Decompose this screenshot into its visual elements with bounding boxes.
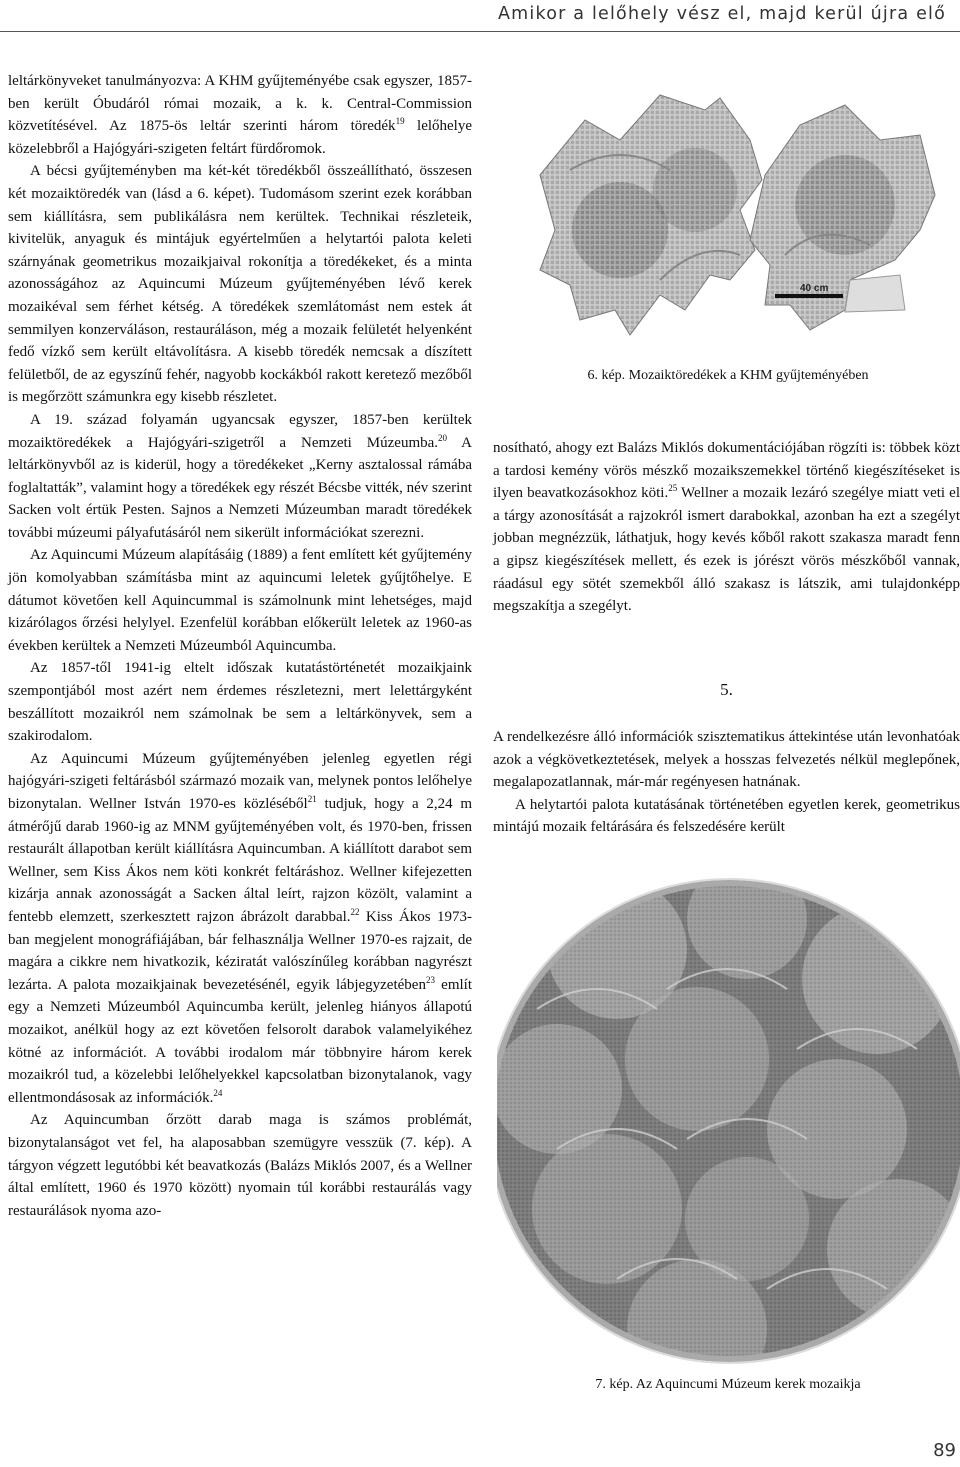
left-column <box>8 70 472 1222</box>
scale-label: 40 cm <box>800 283 829 294</box>
footnote-ref-21[interactable]: 21 <box>307 794 317 804</box>
paragraph-2: A bécsi gyűjteményben ma két-két töredékből összeállítható, összesen két mozaiktöredék van (lásd a 6. képet). Tudomásom szerint ezek korábban sem kiállításra, sem publikálásra nem kerültek. Technikai részleteik, kivitelük, anyaguk és mintájuk egyértelműen a helytartói palota keleti szárnyának geometrikus mozaikjaival rokonítja a töredékeket, és a minta azonosságához az Aquincumi Múzeum gyűjteményében lévő kerek mozaikéval sem férhet kétség. A töredékek szemlátomást nem estek át semmilyen konzerváláson, restauráláson, még a mozaik felületét helyenként fedő vízkő sem került eltávolításra. A kisebb töredék nemcsak a díszített felületből, de az egyszínű fehér, nagyobb kockákból rakott keretező mezőből is megőrzött számunkra egy kisebb részletet. <box>8 163 472 406</box>
right-paragraph-2: A rendelkezésre álló információk szisztematikus áttekintése után levonhatóak azok a végkövetkeztetések, melyek a hosszas felvezetés nélkül meglepőnek, megalapozatlannak, már-már regényesen hatnának. <box>493 729 960 791</box>
paragraph-5: Az 1857-től 1941-ig eltelt időszak kutatástörténetét mozaikjaink szempontjából most azért nem érdemes részletezni, mert lelettárgyként beszállított mozaikról nem számolnak be sem a leltárkönyvek, sem a szakirodalom. <box>8 660 472 745</box>
footnote-ref-25[interactable]: 25 <box>668 483 678 494</box>
right-column <box>493 437 960 618</box>
right-paragraph-1: nosítható, ahogy ezt Balázs Miklós dokumentációjában rögzíti is: többek közt a tardosi kemény vörös mészkő mozaikszemekkel történő kiegészítéseket is ilyen beavatkozásokhoz köti.$^{25}$ Wellner a mozaik lezáró szegélye miatt veti el a tárgy azonosítását a rajzokról ismert darabokkal, azonban ha ezt a szegélyt jobban megnézzük, láthatjuk, hogy kevés kőből rakott szakasza maradt fenn a gipsz kiegészítések mellett, és ezek is jórészt vörös mészkőből vannak, ráadásul egy sötét szemekből álló szakasz is látszik, ami tulajdonképp megszakítja a szegélyt. <box>493 440 960 615</box>
fragment-large <box>540 95 762 335</box>
paragraph-6: Az Aquincumi Múzeum gyűjteményében jelenleg egyetlen régi hajógyári-szigeti feltárásból származó mozaik van, melynek pontos lelőhelye bizonytalan. Wellner István 1970-es közléséből$^{21}$ tudjuk, hogy a 2,24 m átmérőjű darab 1960-ig az MNM gyűjteményében volt, és 1970-ben, frissen restaurált állapotban került kiállításra Aquincumban. A kiállított darabot sem Wellner, sem Kiss Ákos nem köti konkrét feltáráshoz. Wellner kifejezetten kizárja annak azonosságát a Sacken által leírt, rajzon közölt, valamint a fentebb elemzett, szerkesztett rajzon ábrázolt darabbal.$^{22}$ Kiss Ákos 1973-ban megjelent monográfiájában, bár felhasználja Wellner 1970-es rajzait, de magára a cikkre nem hivatkozik, kéziratát valószínűleg korábban nagyrészt lezárta. A palota mozaikjainak bevezetésénél, egyik lábjegyzetében$^{23}$ említ egy a Nemzeti Múzeumból Aquincumba került, jelenleg hiányos állapotú mozaikot, anélkül hogy az ezt követően felsorolt darabok valamelyikéhez kötné az információt. A további irodalom már többnyire három kerek mozaikról tud, a közelebbi lelőhelyekkel kapcsolatban bizonytalanok, vagy ellentmondásosak az információk.$^{24}$ <box>8 750 472 1106</box>
figure-7-round-mosaic <box>497 869 960 1374</box>
paragraph-3: A 19. század folyamán ugyancsak egyszer, 1857-ben kerültek mozaiktöredékek a Hajógyári-szigetről a Nemzeti Múzeumba.$^{20}$ A leltárkönyvből az is kiderül, hogy a töredékeket „Kerny asztalossal rámába foglaltatták”, valamint hogy a töredékek egy részét Bécsbe vitték, név szerint Sacken volt értük Pesten. Sajnos a Nemzeti Múzeumban maradt töredékek további múzeumi pályafutásáról nem sikerült információkat szerezni. <box>8 411 472 541</box>
paragraph-7: Az Aquincumban őrzött darab maga is számos problémát, bizonytalanságot vet fel, ha alaposabban szemügyre vesszük (7. kép). A tárgyon végzett legutóbbi két beavatkozás (Balázs Miklós 2007, és a Wellner által említett, 1960 és 1970 között) nyomain túl korábbi restaurálás vagy restaurálások nyoma azo- <box>8 1112 472 1219</box>
footnote-ref-23[interactable]: 23 <box>425 974 435 985</box>
running-title: Amikor a lelőhely vész el, majd kerül újra elő <box>498 4 946 24</box>
figure-6-caption: 6. kép. Mozaiktöredékek a KHM gyűjteményében <box>587 368 869 383</box>
footnote-ref-20[interactable]: 20 <box>438 432 448 443</box>
paragraph-1: leltárkönyveket tanulmányozva: A KHM gyűjteményébe csak egyszer, 1857-ben került Óbudáról római mozaik, a k. k. Central-Commission közvetítésével. Az 1875-ös leltár szerinti három töredék$^{19}$ lelőhelye közelebbről a Hajógyári-szigeten feltárt fürdőromok. <box>8 73 472 157</box>
right-paragraph-3: A helytartói palota kutatásának történetében egyetlen kerek, geometrikus mintájú mozaik feltárására és felszedésére került <box>493 796 960 836</box>
header-rule <box>0 31 960 32</box>
page-number: 89 <box>933 1440 956 1461</box>
running-header <box>0 0 960 40</box>
figure-6-mosaic-fragments <box>500 80 960 366</box>
figure-7-caption: 7. kép. Az Aquincumi Múzeum kerek mozaikja <box>595 1377 861 1392</box>
right-column-section-5 <box>493 726 960 839</box>
footnote-ref-24[interactable]: 24 <box>213 1087 223 1098</box>
footnote-ref-19[interactable]: 19 <box>395 116 405 127</box>
paragraph-4: Az Aquincumi Múzeum alapításáig (1889) a fent említett két gyűjtemény jön komolyabban számításba mint az aquincumi leletek gyűjtőhelye. E dátumot követően kell Aquincummal is számolnunk mint lehetséges, majd kizárólagos őrzési helylyel. Ezenfelül korábban előkerült leletek az 1960-as években kerültek a Nemzeti Múzeumból Aquincumba. <box>8 547 472 654</box>
footnote-ref-22[interactable]: 22 <box>350 906 360 917</box>
section-heading-5: 5. <box>720 680 733 699</box>
